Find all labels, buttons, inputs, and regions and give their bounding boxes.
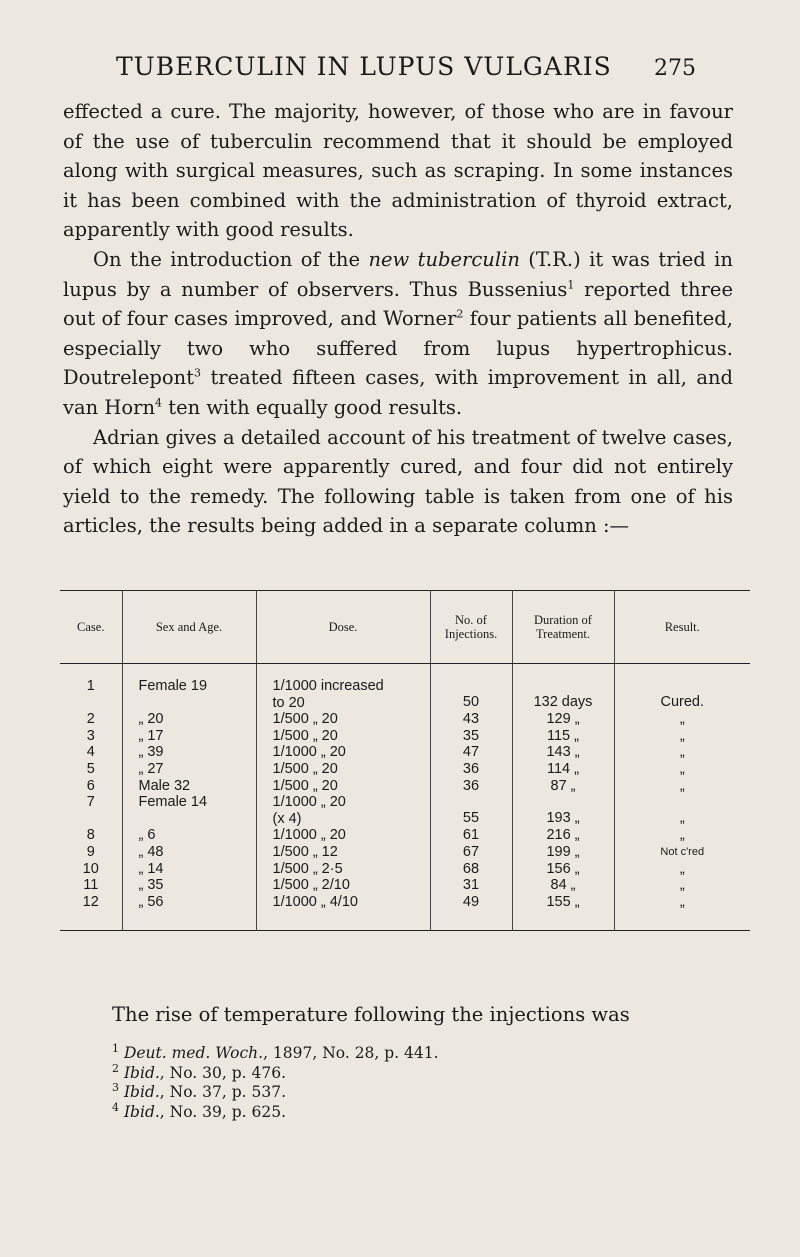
cell-result	[614, 877, 750, 894]
cell-case	[60, 794, 122, 827]
cell-injections-text: 67	[462, 843, 480, 860]
paragraph-1: effected a cure. The majority, however, of those who are in favour of the use of tuberculin recommend that it should be employed along with surgical measures, such as scraping. In some instances it has been combined with the administration of thyroid extract, apparently with good results.	[63, 100, 733, 242]
cell-injections	[430, 894, 512, 931]
cell-injections	[430, 728, 512, 745]
paragraph-3: Adrian gives a detailed account of his treatment of twelve cases, of which eight were apparently cured, and four did not entirely yield to the remedy. The following table is taken from one of his articles, the results being added in a separate column :—	[63, 425, 733, 538]
cell-result-text: „	[679, 877, 685, 894]
cell-dose	[256, 664, 430, 712]
cell-dose-text: 1/500 „ 12	[272, 843, 338, 860]
cell-case-text: 11	[83, 877, 99, 894]
cell-dose-text: 1/500 „ 20	[272, 760, 338, 777]
cell-dose	[256, 844, 430, 861]
cell-result	[614, 728, 750, 745]
footnote-source: Ibid.	[123, 1063, 160, 1082]
cell-result	[614, 794, 750, 827]
cell-injections-text: 49	[462, 893, 480, 910]
header-injections-line2: Injections.	[444, 627, 498, 641]
cell-sex-age-text: Female 14	[138, 794, 208, 811]
cell-case	[60, 711, 122, 728]
cell-case	[60, 844, 122, 861]
cell-dose	[256, 794, 430, 827]
table-row	[60, 711, 750, 728]
cell-injections	[430, 761, 512, 778]
cell-dose-text: 1/500 „ 20	[272, 777, 338, 794]
header-case: Case.	[60, 591, 122, 664]
header-injections	[430, 591, 512, 664]
cell-case	[60, 664, 122, 712]
cell-case	[60, 778, 122, 795]
continuation-text: The rise of temperature following the injections was	[112, 1003, 630, 1026]
cell-sex-age	[122, 778, 256, 795]
cell-sex-age-text: „ 6	[138, 827, 156, 844]
footnote-detail: , No. 30, p. 476.	[159, 1063, 286, 1082]
cell-sex-age	[122, 794, 256, 827]
cell-duration	[512, 711, 614, 728]
cell-sex-age-text: „ 17	[138, 727, 164, 744]
continuation-line	[112, 1003, 702, 1026]
footnote-4	[112, 1100, 439, 1123]
cell-result	[614, 744, 750, 761]
cell-dose-text: 1/1000 „ 20	[272, 794, 346, 811]
cell-result-text: Not c'red	[660, 845, 705, 858]
cell-case-text: 3	[86, 727, 95, 744]
cell-injections	[430, 664, 512, 712]
table-row	[60, 728, 750, 745]
cell-injections-text: 35	[462, 727, 480, 744]
cell-injections-text: 50	[462, 694, 480, 710]
cell-result	[614, 778, 750, 795]
cell-duration-text: 216 „	[546, 827, 580, 844]
cell-result	[614, 711, 750, 728]
cell-sex-age-text: „ 27	[138, 760, 164, 777]
header-injections-line1: No. of	[455, 613, 487, 627]
cell-injections	[430, 827, 512, 844]
cell-sex-age-text: „ 35	[138, 877, 164, 894]
cell-case	[60, 761, 122, 778]
cell-case-text: 6	[86, 777, 95, 794]
cell-dose-text: 1/500 „ 20	[272, 711, 338, 728]
cell-result-text: Cured.	[660, 694, 705, 710]
cell-injections	[430, 778, 512, 795]
footnote-ref-4: 4	[155, 396, 163, 410]
table-header-row	[60, 591, 750, 664]
cell-injections	[430, 794, 512, 827]
table-row	[60, 761, 750, 778]
footnote-source: Ibid.	[123, 1083, 160, 1101]
footnote-ref-1: 1	[567, 278, 575, 292]
cell-sex-age	[122, 761, 256, 778]
cell-sex-age	[122, 728, 256, 745]
paragraph-2-text: (T.R.) it was tried in lupus by a number of observers. Thus Bussenius	[63, 247, 733, 301]
paragraph-2-text: treated fifteen cases, with improvement in all, and van Horn	[63, 366, 733, 419]
table-row	[60, 744, 750, 761]
italic-term: new tuberculin	[368, 247, 520, 271]
cell-duration-text: 84 „	[550, 877, 576, 894]
footnote-ref-2: 2	[456, 307, 464, 321]
footnote-number: 2	[112, 1061, 119, 1075]
cell-case-text: 7	[86, 794, 95, 811]
cell-duration	[512, 664, 614, 712]
cell-duration	[512, 877, 614, 894]
cell-duration-text: 87 „	[550, 777, 576, 794]
cell-sex-age	[122, 744, 256, 761]
cell-result-text: „	[679, 893, 685, 910]
cell-dose-text: 1/500 „ 20	[272, 727, 338, 744]
cell-duration	[512, 728, 614, 745]
cell-sex-age	[122, 844, 256, 861]
cell-injections-text: 68	[462, 860, 480, 877]
cell-sex-age	[122, 664, 256, 712]
cell-dose	[256, 761, 430, 778]
cell-injections-text: 36	[462, 760, 480, 777]
cell-injections-text: 47	[462, 744, 480, 761]
header-dose: Dose.	[256, 591, 430, 664]
cell-sex-age-text: „ 20	[138, 711, 164, 728]
cell-duration	[512, 744, 614, 761]
footnotes	[112, 1041, 439, 1122]
paragraph-2-text: four patients all benefited, especially two who suffered from lupus hypertrophicus. Doutrelepont	[63, 307, 733, 390]
cell-case-text: 5	[86, 760, 95, 777]
footnote-source: Deut. med. Woch.	[123, 1044, 264, 1062]
header-duration	[512, 591, 614, 664]
cell-duration	[512, 778, 614, 795]
cell-duration-text: 143 „	[546, 744, 580, 761]
table-row	[60, 861, 750, 878]
cell-duration	[512, 844, 614, 861]
cell-result	[614, 761, 750, 778]
footnote-3	[112, 1080, 439, 1103]
footnote-number: 1	[112, 1041, 119, 1055]
cell-case	[60, 728, 122, 745]
cell-duration-text: 132 days	[533, 694, 593, 710]
table-body	[60, 664, 750, 931]
cell-result	[614, 894, 750, 931]
footnote-detail: , No. 37, p. 537.	[159, 1083, 286, 1101]
results-table-wrap	[60, 590, 750, 931]
body-text	[63, 97, 733, 541]
cell-duration	[512, 794, 614, 827]
cell-duration-text: 115 „	[547, 727, 579, 744]
cell-injections-text: 43	[462, 711, 480, 728]
cell-case-text: 4	[86, 744, 95, 761]
cell-sex-age	[122, 894, 256, 931]
footnote-detail: , 1897, No. 28, p. 441.	[263, 1044, 439, 1062]
cell-result	[614, 861, 750, 878]
cell-sex-age-text: Female 19	[138, 678, 208, 694]
running-title: TUBERCULIN IN LUPUS VULGARIS	[116, 52, 612, 81]
table-row	[60, 778, 750, 795]
cell-dose-text: 1/500 „ 2/10	[272, 877, 350, 894]
cell-result-text: „	[679, 760, 685, 777]
cell-dose	[256, 744, 430, 761]
cell-duration-text: 114 „	[547, 760, 579, 777]
cell-sex-age	[122, 877, 256, 894]
results-table	[60, 590, 750, 931]
cell-dose	[256, 728, 430, 745]
cell-sex-age	[122, 711, 256, 728]
cell-duration-text: 156 „	[546, 860, 580, 877]
cell-sex-age-text: Male 32	[138, 777, 191, 794]
table-row	[60, 664, 750, 712]
cell-case-text: 2	[86, 711, 95, 728]
cell-injections	[430, 877, 512, 894]
cell-result	[614, 827, 750, 844]
cell-injections	[430, 861, 512, 878]
cell-sex-age-text: „ 39	[138, 744, 164, 761]
paragraph-2-text: ten with equally good results.	[162, 395, 463, 419]
table-row	[60, 877, 750, 894]
cell-result-text: „	[679, 744, 685, 761]
cell-case-text: 10	[82, 860, 99, 877]
footnote-number: 3	[112, 1080, 119, 1094]
cell-result-text: „	[679, 727, 685, 744]
paragraph-2-text: On the introduction of the	[93, 247, 369, 271]
cell-sex-age	[122, 861, 256, 878]
table-row	[60, 894, 750, 931]
cell-result-text: „	[679, 860, 685, 877]
cell-case	[60, 861, 122, 878]
cell-dose-text: 1/500 „ 2·5	[272, 860, 343, 877]
cell-sex-age-text: „ 14	[138, 860, 164, 877]
paragraph-2	[63, 245, 733, 423]
cell-duration	[512, 761, 614, 778]
cell-sex-age-text: „ 48	[138, 843, 164, 860]
cell-case	[60, 827, 122, 844]
footnote-number: 4	[112, 1100, 119, 1114]
cell-case-text: 12	[82, 893, 99, 910]
cell-dose-text: 1/1000 „ 20	[272, 827, 346, 844]
footnote-1	[112, 1041, 439, 1064]
footnote-ref-3: 3	[194, 366, 202, 380]
cell-duration-text: 155 „	[546, 893, 580, 910]
cell-injections-text: 31	[462, 877, 480, 894]
page-header	[116, 52, 696, 81]
cell-injections-text: 55	[462, 810, 480, 827]
cell-injections-text: 36	[462, 777, 480, 794]
cell-result	[614, 844, 750, 861]
footnote-source: Ibid.	[123, 1102, 160, 1121]
cell-duration-text: 193 „	[546, 810, 580, 827]
cell-injections	[430, 844, 512, 861]
header-sex-age: Sex and Age.	[122, 591, 256, 664]
cell-sex-age	[122, 827, 256, 844]
page-number: 275	[654, 56, 696, 81]
cell-dose	[256, 711, 430, 728]
cell-dose-text: 1/1000 increased	[272, 678, 384, 694]
cell-result-text: „	[679, 777, 685, 794]
cell-injections	[430, 744, 512, 761]
cell-duration	[512, 827, 614, 844]
cell-result-text: „	[679, 827, 685, 844]
cell-injections-text: 61	[462, 827, 480, 844]
header-result: Result.	[614, 591, 750, 664]
cell-dose-text: to 20	[272, 694, 305, 711]
cell-duration-text: 129 „	[546, 711, 580, 728]
cell-duration-text: 199 „	[546, 843, 580, 860]
table-row	[60, 844, 750, 861]
cell-dose	[256, 778, 430, 795]
cell-case-text: 1	[86, 678, 95, 694]
header-duration-line1: Duration of	[534, 613, 592, 627]
cell-dose	[256, 861, 430, 878]
cell-dose-text: 1/1000 „ 4/10	[272, 893, 358, 910]
cell-case-text: 8	[86, 827, 95, 844]
table-row	[60, 827, 750, 844]
cell-case	[60, 744, 122, 761]
cell-case	[60, 894, 122, 931]
cell-case-text: 9	[86, 843, 95, 860]
cell-case	[60, 877, 122, 894]
cell-result-text: „	[679, 711, 685, 728]
cell-dose-text: 1/1000 „ 20	[272, 744, 346, 761]
cell-duration	[512, 894, 614, 931]
footnote-detail: , No. 39, p. 625.	[159, 1102, 286, 1121]
footnote-2	[112, 1061, 439, 1084]
cell-duration	[512, 861, 614, 878]
cell-dose-text: (x 4)	[272, 810, 302, 827]
table-row	[60, 794, 750, 827]
cell-sex-age-text: „ 56	[138, 893, 164, 910]
paragraph-2-text: reported three out of four cases improved, and Worner	[63, 277, 733, 331]
header-duration-line2: Treatment.	[535, 627, 591, 641]
cell-dose	[256, 877, 430, 894]
cell-dose	[256, 894, 430, 931]
cell-result-text: „	[679, 810, 685, 827]
cell-result	[614, 664, 750, 712]
cell-dose	[256, 827, 430, 844]
cell-injections	[430, 711, 512, 728]
